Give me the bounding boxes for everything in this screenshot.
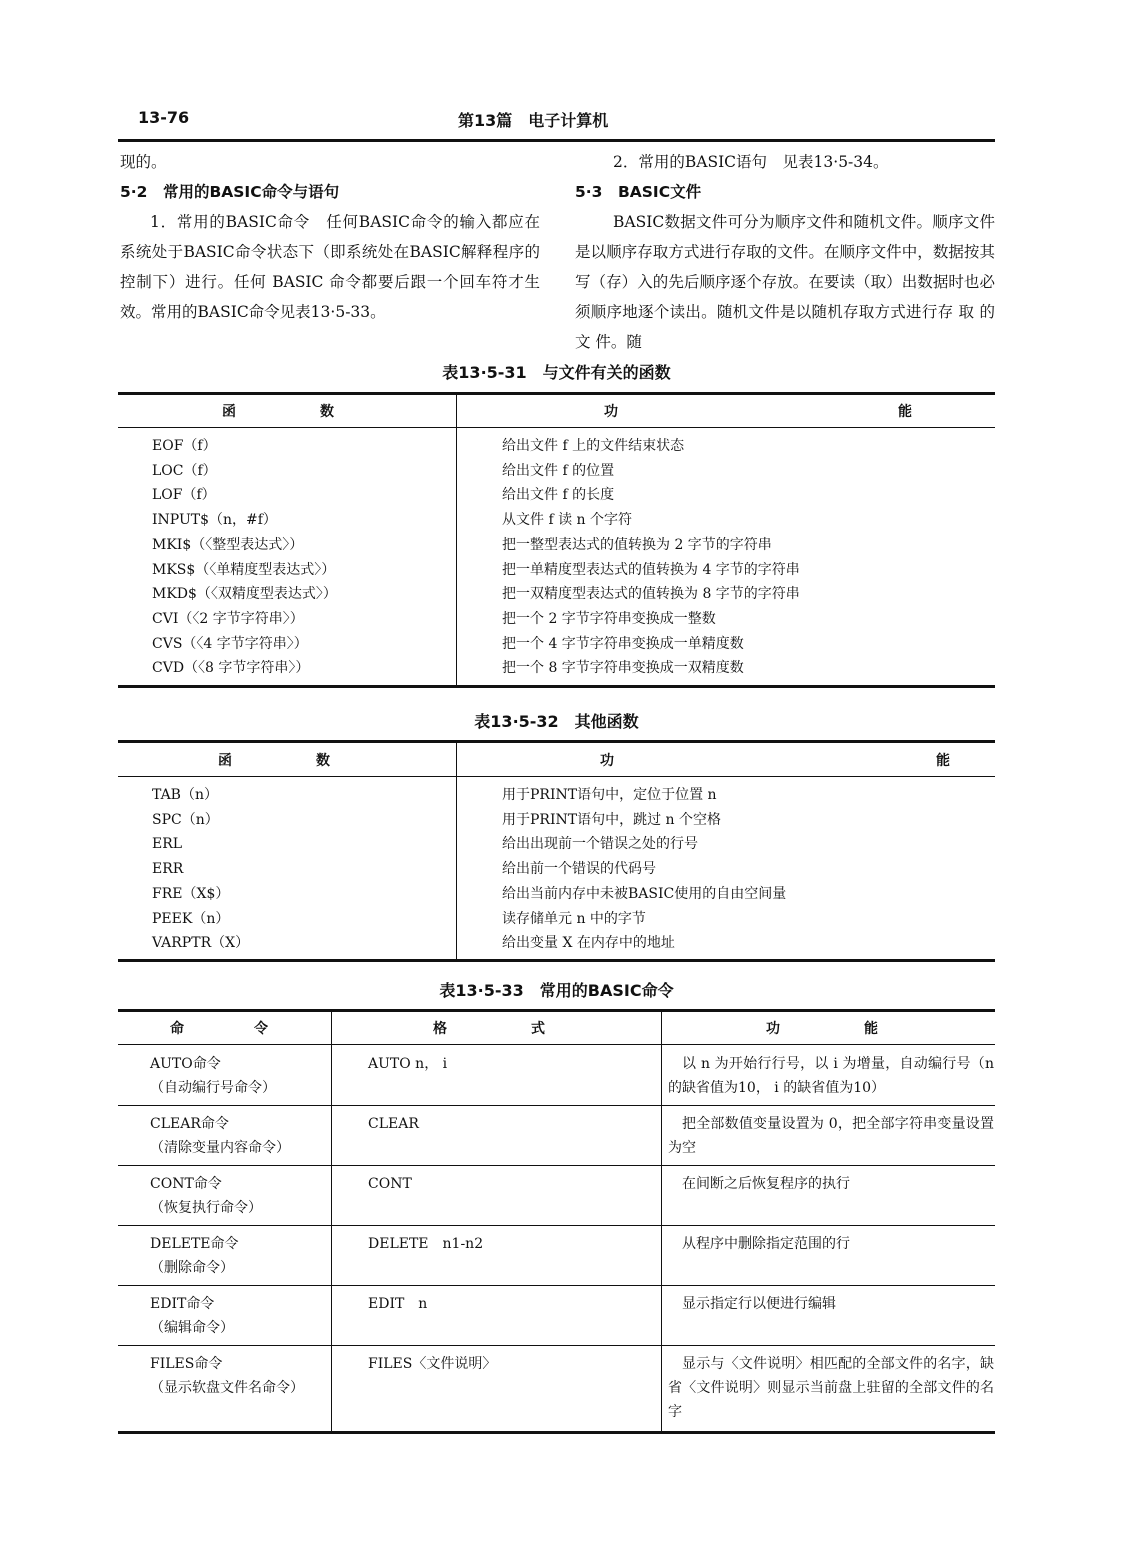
table31-function-cell: MKI$（〈整型表达式〉） [152, 536, 304, 553]
table32-description-cell: 给出出现前一个错误之处的行号 [502, 836, 698, 853]
table31-description-cell: 给出文件 f 上的文件结束状态 [502, 438, 685, 454]
table33-format-cell: DELETE n1-n2 [368, 1236, 484, 1252]
table31-header-rule [118, 427, 995, 428]
table31-description-cell: 把一双精度型表达式的值转换为 8 字节的字符串 [502, 586, 800, 603]
table31-function-cell: MKS$（〈单精度型表达式〉） [152, 561, 336, 578]
table33-row-rule [118, 1165, 995, 1166]
table33-format-cell: FILES〈文件说明〉 [368, 1356, 497, 1372]
table32-function-cell: FRE（X$） [152, 885, 230, 902]
table33-command-name: DELETE命令 [150, 1236, 239, 1252]
table33-row-rule [118, 1285, 995, 1286]
table33-command-subtitle: （恢复执行命令） [150, 1200, 262, 1216]
table32-description-cell: 给出当前内存中未被BASIC使用的自由空间量 [502, 885, 787, 902]
table32-header-description: 功 能 [600, 753, 950, 769]
table31-description-cell: 把一单精度型表达式的值转换为 4 字节的字符串 [502, 561, 800, 578]
table33-format-cell: CONT [368, 1176, 412, 1192]
table31-header-description: 功 能 [604, 404, 912, 420]
table33-command-subtitle: （编辑命令） [150, 1320, 234, 1336]
table33-format-cell: CLEAR [368, 1116, 419, 1132]
table31-divider [456, 394, 457, 686]
table31-description-cell: 从文件 f 读 n 个字符 [502, 512, 632, 529]
table31-function-cell: MKD$（〈双精度型表达式〉） [152, 586, 337, 603]
table33-function-cell: 把全部数值变量设置为 0，把全部字符串变量设置为空 [668, 1116, 994, 1156]
table31-header-function: 函 数 [222, 404, 334, 420]
table33-caption: 表13·5-33 常用的BASIC命令 [439, 981, 674, 1000]
table33-bottom-rule [118, 1431, 995, 1434]
table33-command-name: CLEAR命令 [150, 1116, 229, 1132]
table32-bottom-rule [118, 959, 995, 962]
table32-function-cell: SPC（n） [152, 811, 219, 828]
table33-command-name: CONT命令 [150, 1176, 222, 1192]
table31-top-rule [118, 392, 995, 395]
table33-command-subtitle: （自动编行号命令） [150, 1080, 276, 1096]
table33-command-cell [150, 1052, 276, 1100]
right-column [575, 147, 995, 357]
table32-header-function: 函 数 [218, 753, 330, 769]
table33-command-cell [150, 1232, 239, 1280]
table33-command-cell [150, 1172, 262, 1220]
table33-command-name: EDIT命令 [150, 1296, 215, 1312]
right-paragraph: BASIC数据文件可分为顺序文件和随机文件。顺序文件是以顺序存取方式进行存取的文件。在顺序文件中，数据按其写（存）入的先后顺序逐个存放。在要读（取）出数据时也必须顺序地逐个读出。随机文件是以随机存取方式进行存 取 的 文 件。随 [575, 213, 995, 351]
table33-command-subtitle: （显示软盘文件名命令） [150, 1380, 304, 1396]
page-number: 13-76 [138, 108, 190, 127]
chapter-title: 第13篇 电子计算机 [458, 111, 609, 130]
table31-description-cell: 把一个 2 字节字符串变换成一整数 [502, 610, 716, 627]
table33-function-cell: 显示指定行以便进行编辑 [682, 1296, 836, 1312]
table32-divider [456, 742, 457, 960]
table32-function-cell: ERR [152, 861, 184, 878]
table31-function-cell: CVD（〈8 字节字符串〉） [152, 660, 310, 677]
table32-function-cell: VARPTR（X） [152, 935, 250, 952]
table33-header-format: 格 式 [433, 1021, 545, 1037]
table33-top-rule [118, 1009, 995, 1012]
table33-function-cell: 在间断之后恢复程序的执行 [682, 1176, 850, 1192]
table33-function-cell: 显示与〈文件说明〉相匹配的全部文件的名字，缺省〈文件说明〉则显示当前盘上驻留的全部文件的名字 [668, 1356, 994, 1420]
table33-command-cell [150, 1112, 290, 1160]
table32-function-cell: PEEK（n） [152, 910, 230, 927]
table33-function-cell: 从程序中删除指定范围的行 [682, 1236, 850, 1252]
table33-header-command: 命 令 [170, 1021, 268, 1037]
table31-function-cell: INPUT$（n，#f） [152, 512, 277, 529]
table33-command-name: FILES命令 [150, 1356, 223, 1372]
table32-top-rule [118, 740, 995, 743]
table31-function-cell: CVS（〈4 字节字符串〉） [152, 635, 308, 652]
table31-description-cell: 把一个 8 字节字符串变换成一双精度数 [502, 660, 744, 677]
table33-row-rule [118, 1345, 995, 1346]
table31-function-cell: EOF（f） [152, 438, 217, 454]
table32-description-cell: 读存储单元 n 中的字节 [502, 910, 646, 927]
table33-command-subtitle: （清除变量内容命令） [150, 1140, 290, 1156]
table33-format-cell: AUTO n， i [368, 1056, 448, 1072]
table31-bottom-rule [118, 685, 995, 688]
section-heading-5-2: 5·2 常用的BASIC命令与语句 [120, 183, 340, 201]
left-line1: 现的。 [120, 153, 167, 171]
table33-row-rule [118, 1105, 995, 1106]
left-column [120, 147, 540, 327]
table32-header-rule [118, 776, 995, 777]
table32-description-cell: 用于PRINT语句中，定位于位置 n [502, 787, 717, 803]
table33-row-rule [118, 1225, 995, 1226]
table33-divider-2 [661, 1011, 662, 1431]
table33-command-subtitle: （删除命令） [150, 1260, 234, 1276]
table32-function-cell: TAB（n） [152, 787, 218, 803]
table33-format-cell: EDIT n [368, 1296, 428, 1312]
left-paragraph: 1．常用的BASIC命令 任何BASIC命令的输入都应在系统处于BASIC命令状态下（即系统处在BASIC解释程序的控制下）进行。任何 BASIC 命令都要后跟一个回车符才生效。常用的BASIC命令见表13·5-33。 [120, 213, 540, 321]
table31-description-cell: 把一整型表达式的值转换为 2 字节的字符串 [502, 536, 772, 553]
table31-caption: 表13·5-31 与文件有关的函数 [442, 363, 671, 382]
right-line1: 2．常用的BASIC语句 见表13·5-34。 [613, 153, 889, 171]
table32-caption: 表13·5-32 其他函数 [474, 712, 639, 731]
table31-function-cell: LOC（f） [152, 462, 217, 479]
table32-description-cell: 给出变量 X 在内存中的地址 [502, 935, 675, 952]
table32-description-cell: 用于PRINT语句中，跳过 n 个空格 [502, 811, 721, 828]
table33-function-cell: 以 n 为开始行行号，以 i 为增量，自动编行号（n 的缺省值为10， i 的缺省值为10） [668, 1056, 994, 1096]
section-heading-5-3: 5·3 BASIC文件 [575, 183, 702, 201]
table32-description-cell: 给出前一个错误的代码号 [502, 861, 656, 878]
table32-function-cell: ERL [152, 836, 183, 853]
table31-function-cell: CVI（〈2 字节字符串〉） [152, 610, 304, 627]
header-rule [118, 139, 995, 142]
table33-divider-1 [331, 1011, 332, 1431]
table33-header-rule [118, 1044, 995, 1045]
table31-function-cell: LOF（f） [152, 487, 216, 504]
table31-description-cell: 给出文件 f 的长度 [502, 487, 615, 504]
table33-header-function: 功 能 [766, 1021, 878, 1037]
table33-command-cell [150, 1352, 304, 1400]
table31-description-cell: 给出文件 f 的位置 [502, 462, 615, 479]
table31-description-cell: 把一个 4 字节字符串变换成一单精度数 [502, 635, 744, 652]
table33-command-name: AUTO命令 [150, 1056, 221, 1072]
table33-command-cell [150, 1292, 234, 1340]
